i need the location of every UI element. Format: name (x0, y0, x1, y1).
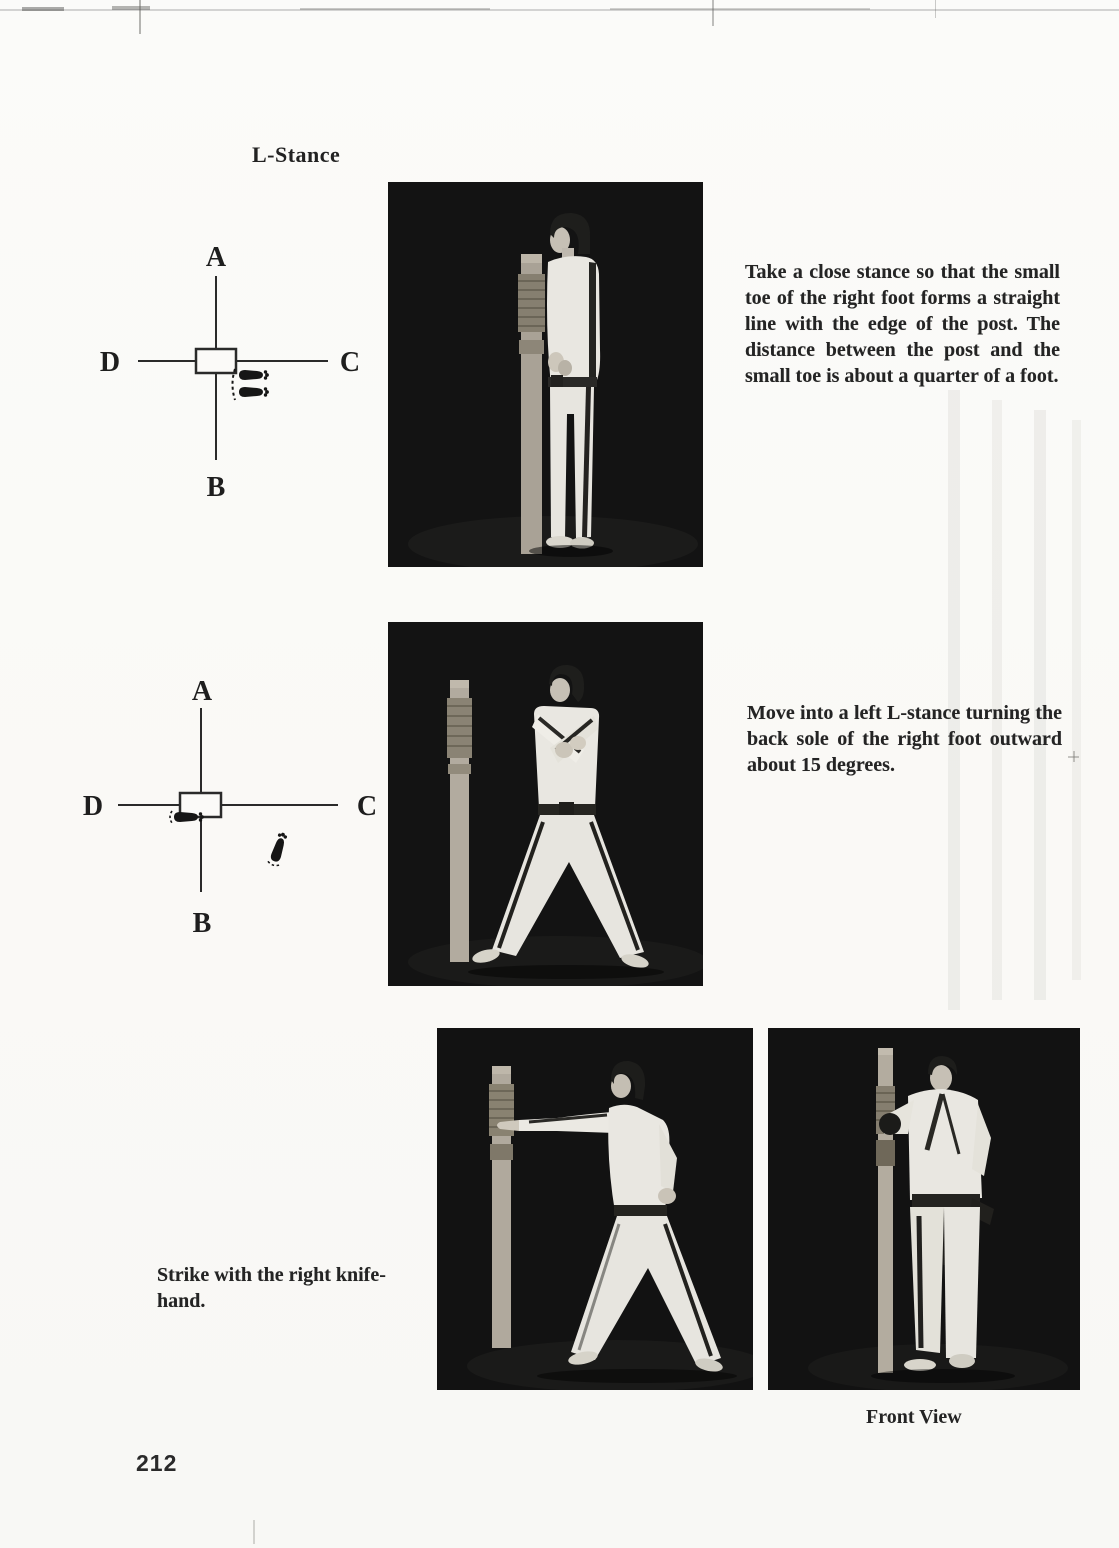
diagram-label-b: B (206, 472, 226, 503)
diagram-label-c: C (356, 791, 378, 822)
stance-diagram-l-stance (55, 660, 385, 945)
scan-artifact-top-smudge (300, 8, 490, 10)
scan-artifact-plus (1073, 751, 1075, 762)
scan-artifact-tick (712, 0, 714, 26)
diagram-label-c: C (339, 347, 361, 378)
striking-post (876, 1048, 895, 1373)
footprints-both-feet (233, 369, 269, 400)
diagram-label-a: A (191, 676, 213, 707)
post-symbol (196, 349, 236, 373)
photo-knife-hand-strike-front-view (768, 1028, 1080, 1390)
scan-bleedthrough (1072, 420, 1081, 980)
photo-knife-hand-strike-side-view (437, 1028, 753, 1390)
scan-artifact-top-smudge (610, 8, 870, 10)
scan-artifact-tick (139, 0, 141, 34)
diagram-label-a: A (205, 242, 227, 273)
diagram-label-b: B (192, 908, 212, 939)
scan-artifact-top-line (0, 9, 1119, 11)
striking-post (447, 680, 472, 962)
stance-diagram-close-stance (85, 228, 375, 508)
caption-step2: Move into a left L-stance turning the back sole of the right foot outward about 15 degrees. (747, 702, 1062, 776)
photo-close-stance-side-view (388, 182, 703, 567)
caption-step1: Take a close stance so that the small toe of the right foot forms a straight line with the edge of the post. The distance between the post and the small toe is about a quarter of a foot. (745, 261, 1060, 387)
page-number: 212 (136, 1450, 178, 1476)
photo-l-stance-arms-crossed (388, 622, 703, 986)
scan-artifact-top-smudge (22, 7, 64, 11)
diagram-label-d: D (99, 347, 121, 378)
diagram-label-d: D (82, 791, 104, 822)
striking-post (489, 1066, 514, 1348)
scan-artifact-plus (1068, 756, 1079, 758)
caption-front-view: Front View (866, 1406, 962, 1428)
scan-artifact-top-smudge (112, 6, 150, 10)
scan-artifact-tick (253, 1520, 255, 1544)
diagram-axes (118, 708, 338, 892)
scan-artifact-tick (935, 0, 936, 18)
page-title: L-Stance (252, 142, 341, 167)
striking-post (518, 254, 545, 554)
caption-step3: Strike with the right knife-hand. (157, 1264, 386, 1312)
footprint-right-foot-turned (267, 831, 289, 867)
